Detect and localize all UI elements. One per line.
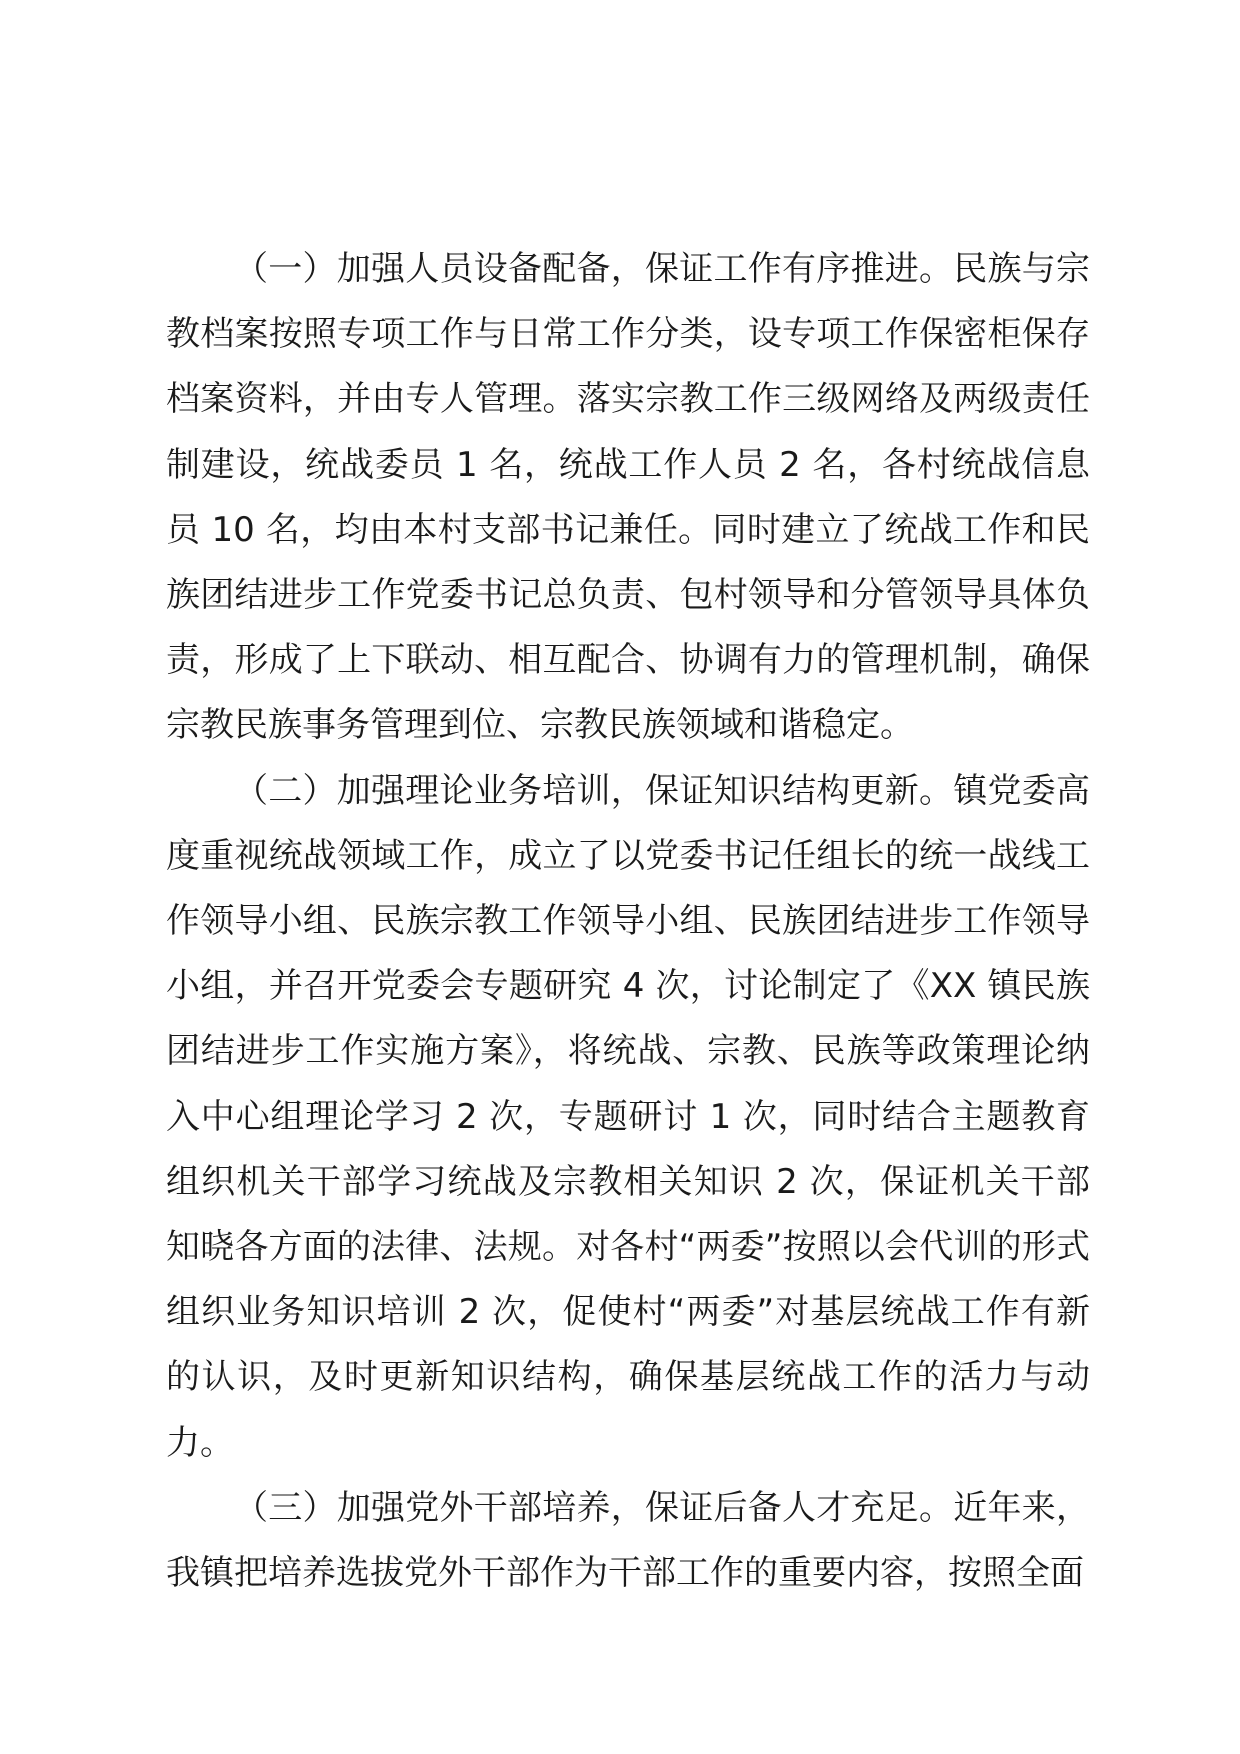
paragraph-theory-training: （二）加强理论业务培训，保证知识结构更新。镇党委高度重视统战领域工作，成立了以党委书记任组长的统一战线工作领导小组、民族宗教工作领导小组、民族团结进步工作领导小组，并召开党委会专题研究 4 次，讨论制定了《XX 镇民族团结进步工作实施方案》，将统战、宗教、民族等政策理论纳入中心组理论学习 2 次，专题研讨 1 次，同时结合主题教育组织机关干部学习统战及宗教相关知识 2 次，保证机关干部知晓各方面的法律、法规。对各村“两委”按照以会代训的形式组织业务知识培训 2 次，促使村“两委”对基层统战工作有新的认识，及时更新知识结构，确保基层统战工作的活力与动力。	[166, 770, 1090, 1463]
document-body	[166, 237, 1090, 1606]
paragraph-personnel-equipment: （一）加强人员设备配备，保证工作有序推进。民族与宗教档案按照专项工作与日常工作分类，设专项工作保密柜保存档案资料，并由专人管理。落实宗教工作三级网络及两级责任制建设，统战委员 1 名，统战工作人员 2 名，各村统战信息员 10 名，均由本村支部书记兼任。同时建立了统战工作和民族团结进步工作党委书记总负责、包村领导和分管领导具体负责，形成了上下联动、相互配合、协调有力的管理机制，确保宗教民族事务管理到位、宗教民族领域和谐稳定。	[166, 249, 1090, 746]
paragraph-cadre-cultivation: （三）加强党外干部培养，保证后备人才充足。近年来，我镇把培养选拔党外干部作为干部工作的重要内容，按照全面	[166, 1487, 1090, 1594]
